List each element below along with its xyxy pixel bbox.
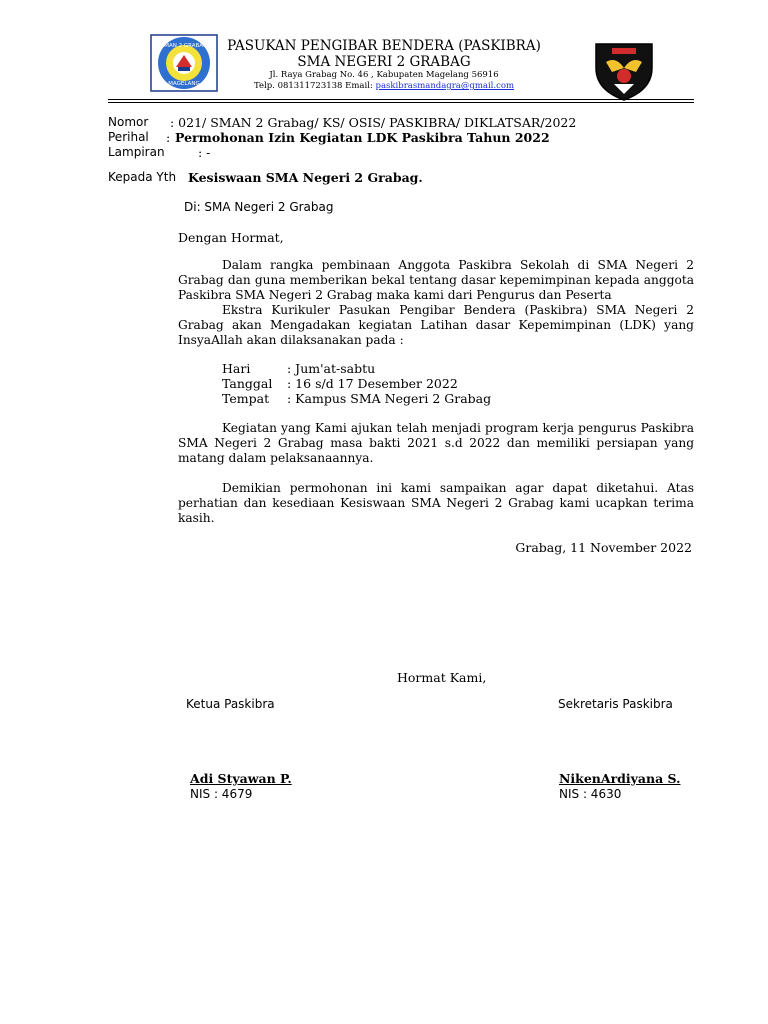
svg-text:MAGELANG: MAGELANG (168, 81, 200, 87)
lampiran-value: : - (198, 145, 211, 160)
paragraph-line: Kegiatan yang Kami ajukan telah menjadi program kerja pengurus Paskibra (222, 421, 694, 435)
paragraph-line: Paskibra SMA Negeri 2 Grabag maka kami dari Pengurus dan Peserta (178, 288, 612, 302)
closing-salutation: Hormat Kami, (397, 670, 487, 685)
detail-value-hari: : Jum'at-sabtu (287, 361, 376, 376)
paragraph-line: InsyaAllah akan dilaksanakan pada : (178, 333, 404, 347)
paragraph-closing (178, 481, 694, 526)
detail-label-tanggal: Tanggal (222, 376, 273, 391)
phone-text: Telp. 081311723138 Email: (253, 81, 373, 91)
email-link[interactable]: paskibrasmandagra@gmail.com (375, 81, 515, 91)
lampiran-label: Lampiran (108, 145, 165, 159)
header-rule-thin (108, 102, 694, 103)
left-signatory-nis: NIS : 4679 (190, 787, 253, 801)
perihal-value: Permohonan Izin Kegiatan LDK Paskibra Tahun 2022 (175, 130, 550, 145)
detail-label-hari: Hari (222, 361, 251, 376)
right-signatory-title: Sekretaris Paskibra (558, 697, 673, 711)
paragraph-line: kasih. (178, 511, 215, 525)
right-signatory-name: NikenArdiyana S. (559, 771, 681, 786)
address-line: Jl. Raya Grabag No. 46 , Kabupaten Magelang 56916 (269, 70, 499, 80)
right-signatory-nis: NIS : 4630 (559, 787, 622, 801)
paragraph-line: Ekstra Kurikuler Pasukan Pengibar Bendera (Paskibra) SMA Negeri 2 (222, 303, 694, 317)
di-line: Di: SMA Negeri 2 Grabag (184, 200, 334, 214)
paragraph-opening (178, 258, 694, 348)
place-date: Grabag, 11 November 2022 (515, 540, 692, 555)
paragraph-line: SMA Negeri 2 Grabag masa bakti 2021 s.d 2022 dan memiliki persiapan yang (178, 436, 694, 450)
nomor-value: : 021/ SMAN 2 Grabag/ KS/ OSIS/ PASKIBRA/ DIKLATSAR/2022 (170, 115, 577, 130)
greeting: Dengan Hormat, (178, 230, 284, 245)
paragraph-line: Grabag akan Mengadakan kegiatan Latihan dasar Kepemimpinan (LDK) yang (178, 318, 694, 332)
svg-text:SMAN 2 GRABAG: SMAN 2 GRABAG (160, 43, 208, 49)
org-name: PASUKAN PENGIBAR BENDERA (PASKIBRA) (227, 38, 541, 54)
paragraph-program (178, 421, 694, 466)
kepada-value: Kesiswaan SMA Negeri 2 Grabag. (188, 170, 423, 185)
perihal-label: Perihal (108, 130, 149, 144)
paragraph-line: Grabag dan guna memberikan bekal tentang dasar kepemimpinan kepada anggota (178, 273, 694, 287)
left-signatory-name: Adi Styawan P. (190, 771, 292, 786)
paragraph-line: matang dalam pelaksanaannya. (178, 451, 374, 465)
paragraph-line: Demikian permohonan ini kami sampaikan agar dapat diketahui. Atas (222, 481, 694, 495)
paragraph-line: perhatian dan kesediaan Kesiswaan SMA Negeri 2 Grabag kami ucapkan terima (178, 496, 694, 510)
detail-value-tanggal: : 16 s/d 17 Desember 2022 (287, 376, 458, 391)
header-rule-thick (108, 99, 694, 100)
kepada-label: Kepada Yth (108, 170, 177, 184)
paragraph-line: Dalam rangka pembinaan Anggota Paskibra Sekolah di SMA Negeri 2 (222, 258, 694, 272)
detail-label-tempat: Tempat (222, 391, 270, 406)
detail-value-tempat: : Kampus SMA Negeri 2 Grabag (287, 391, 492, 406)
paskibra-emblem (592, 38, 656, 102)
school-name: SMA NEGERI 2 GRABAG (297, 54, 471, 70)
left-signatory-title: Ketua Paskibra (186, 697, 275, 711)
perihal-colon: : (166, 130, 171, 145)
nomor-label: Nomor (108, 115, 149, 129)
